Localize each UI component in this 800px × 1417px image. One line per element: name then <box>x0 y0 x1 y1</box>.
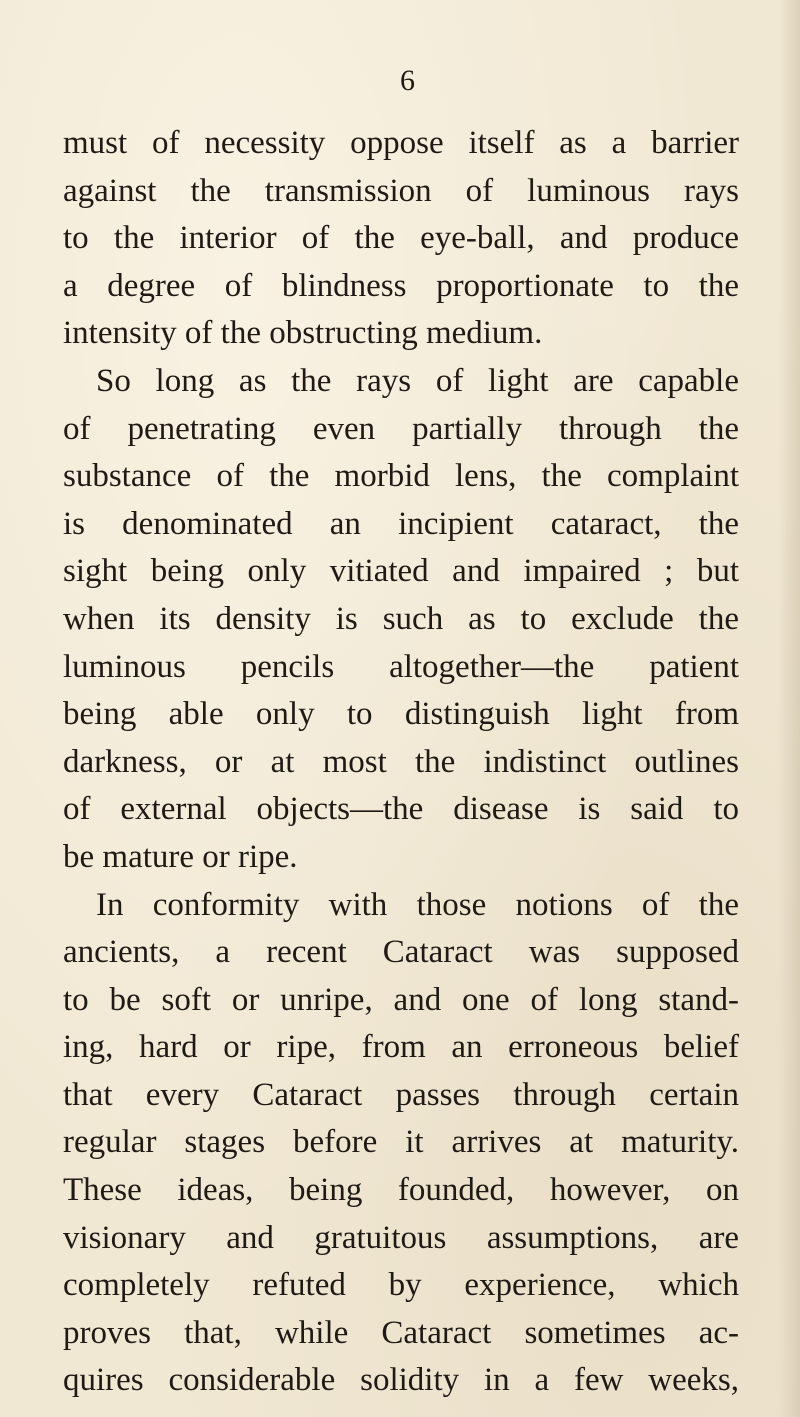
page-edge-shadow <box>778 0 800 1417</box>
text-line: when its density is such as to exclude the <box>63 600 739 637</box>
text-line: quires considerable solidity in a few weeks, <box>63 1362 739 1399</box>
text-line: intensity of the obstructing medium. <box>63 315 543 352</box>
text-line: So long as the rays of light are capable <box>96 362 739 399</box>
text-line: must of necessity oppose itself as a barrier <box>63 125 739 161</box>
text-line: completely refuted by experience, which <box>63 1267 739 1304</box>
text-line: These ideas, being founded, however, on <box>63 1172 739 1209</box>
text-line: darkness, or at most the indistinct outlines <box>63 743 739 780</box>
text-line: be mature or ripe. <box>63 838 298 875</box>
text-line: ancients, a recent Cataract was supposed <box>63 934 739 971</box>
body-text <box>63 120 739 1405</box>
text-line: to be soft or unripe, and one of long stand- <box>63 981 739 1018</box>
text-line: sight being only vitiated and impaired ; but <box>63 553 739 590</box>
text-line: regular stages before it arrives at maturity. <box>63 1124 739 1161</box>
text-line: visionary and gratuitous assumptions, are <box>63 1219 739 1256</box>
text-line: is denominated an incipient cataract, the <box>63 505 739 542</box>
text-line: substance of the morbid lens, the complaint <box>63 458 739 495</box>
text-line: to the interior of the eye-ball, and produce <box>63 220 739 257</box>
text-line: ing, hard or ripe, from an erroneous belief <box>63 1029 739 1066</box>
page-number: 6 <box>400 64 416 97</box>
text-line: a degree of blindness proportionate to the <box>63 267 739 304</box>
text-line: of penetrating even partially through the <box>63 410 739 447</box>
text-line: of external objects—the disease is said to <box>63 791 739 828</box>
text-line: against the transmission of luminous rays <box>63 172 739 209</box>
text-line: luminous pencils altogether—the patient <box>63 648 739 685</box>
text-line: In conformity with those notions of the <box>96 886 739 923</box>
text-line: being able only to distinguish light from <box>63 696 739 733</box>
text-line: that every Cataract passes through certain <box>63 1076 739 1113</box>
text-line: proves that, while Cataract sometimes ac- <box>63 1314 739 1351</box>
